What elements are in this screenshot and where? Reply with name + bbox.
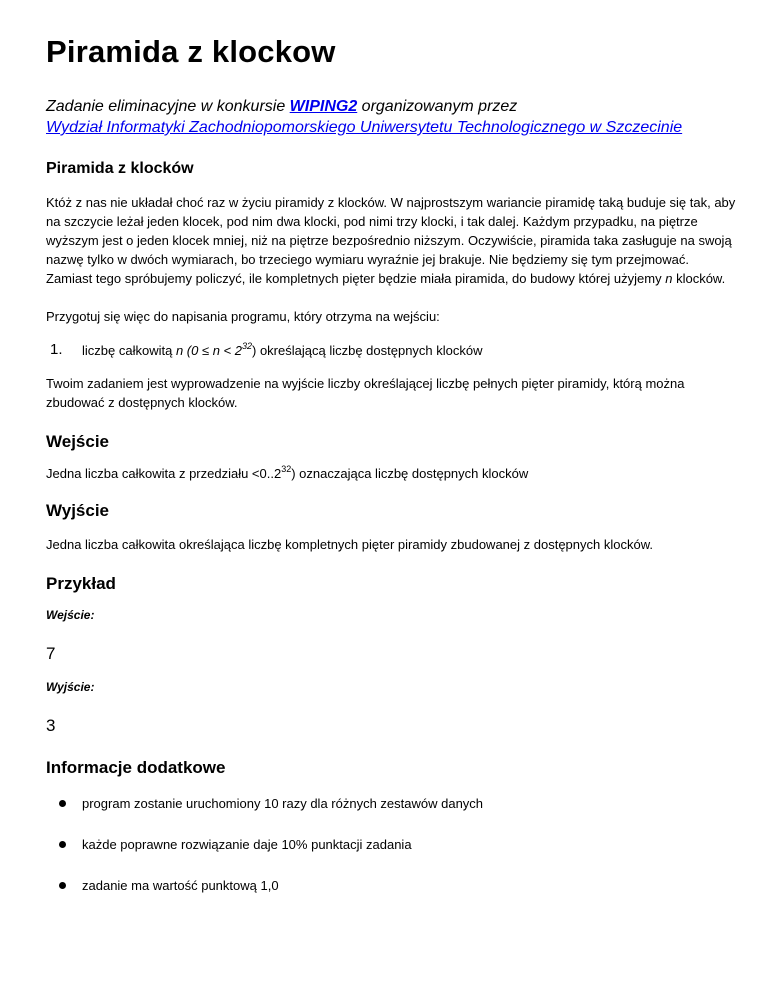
intro-variable: n xyxy=(665,271,673,286)
intro-text: Któż z nas nie układał choć raz w życiu piramidy z klocków. W najprostszym wariancie piramidę taką buduje się tak, aby na szczycie leżał jeden klocek, pod nim dwa klocki, pod nimi trzy klocki, i tak dalej. Każdym przypadku, na piętrze wyższym jest o jeden klocek mniej, niż na piętrze bezpośrednio niższym. Oczywiście, piramida taka zasługuje na swoją nazwę tylko w dwóch wymiarach, bo trzeciego wymiaru wyraźnie jej brakuje. Nie będziemy się tym przejmować. Zamiast tego spróbujemy policzyć, ile kompletnych pięter będzie miała piramida, do budowy której użyjemy xyxy=(46,195,736,286)
input-text-after: ) oznaczająca liczbę dostępnych klocków xyxy=(291,466,529,481)
document xyxy=(46,30,736,917)
list-text-after: określającą liczbę dostępnych klocków xyxy=(256,343,483,358)
page-title: Piramida z klockow xyxy=(46,34,336,69)
example-input-value: 7 xyxy=(46,644,56,663)
list-variable: n xyxy=(175,343,184,358)
intro-text-end: klocków. xyxy=(672,271,726,286)
input-text-before: Jedna liczba całkowita z przedziału <0..2 xyxy=(46,466,282,481)
bullet-icon xyxy=(59,841,66,848)
intro-heading: Piramida z klocków xyxy=(46,160,194,177)
task-paragraph: Twoim zadaniem jest wyprowadzenie na wyjście liczby określającej liczbę pełnych pięter piramidy, którą można zbudować z dostępnych klocków. xyxy=(46,376,685,410)
input-list xyxy=(46,341,736,360)
subtitle-middle: organizowanym przez xyxy=(357,98,518,115)
bullet-icon xyxy=(59,800,66,807)
list-range-mid: < 2 xyxy=(219,343,242,358)
output-heading: Wyjście xyxy=(46,501,110,520)
extra-item-text: każde poprawne rozwiązanie daje 10% punktacji zadania xyxy=(82,837,412,852)
extra-item-text: zadanie ma wartość punktową 1,0 xyxy=(82,878,279,893)
extra-info-list xyxy=(46,794,736,895)
subtitle-prefix: Zadanie eliminacyjne w konkursie xyxy=(46,98,290,115)
contest-link[interactable]: WIPING2 xyxy=(289,98,358,115)
example-heading: Przykład xyxy=(46,574,116,593)
subtitle xyxy=(46,96,736,138)
list-text-before: liczbę całkowitą xyxy=(82,343,176,358)
intro-paragraph xyxy=(46,193,736,288)
example-input-label: Wejście: xyxy=(46,608,95,622)
list-item xyxy=(46,341,736,360)
list-item xyxy=(46,835,736,854)
list-number: 1. xyxy=(50,341,63,358)
list-range-open: (0 ≤ xyxy=(183,343,213,358)
input-exponent: 32 xyxy=(281,464,292,474)
extra-item-text: program zostanie uruchomiony 10 razy dla różnych zestawów danych xyxy=(82,796,484,811)
input-heading: Wejście xyxy=(46,432,110,451)
list-range-close: ) xyxy=(252,343,257,358)
input-paragraph xyxy=(46,464,736,483)
intro-paragraph-2: Przygotuj się więc do napisania programu, który otrzyma na wejściu: xyxy=(46,309,440,324)
bullet-icon xyxy=(59,882,66,889)
list-item xyxy=(46,876,736,895)
list-exponent: 32 xyxy=(241,341,252,351)
list-item xyxy=(46,794,736,813)
example-output-label: Wyjście: xyxy=(46,680,95,694)
example-output-value: 3 xyxy=(46,716,56,735)
list-range-variable: n xyxy=(212,343,220,358)
output-paragraph: Jedna liczba całkowita określająca liczbę kompletnych pięter piramidy zbudowanej z dostępnych klocków. xyxy=(46,537,653,552)
extra-info-heading: Informacje dodatkowe xyxy=(46,758,226,777)
organizer-link[interactable]: Wydział Informatyki Zachodniopomorskiego Uniwersytetu Technologicznego w Szczecinie xyxy=(46,119,683,136)
